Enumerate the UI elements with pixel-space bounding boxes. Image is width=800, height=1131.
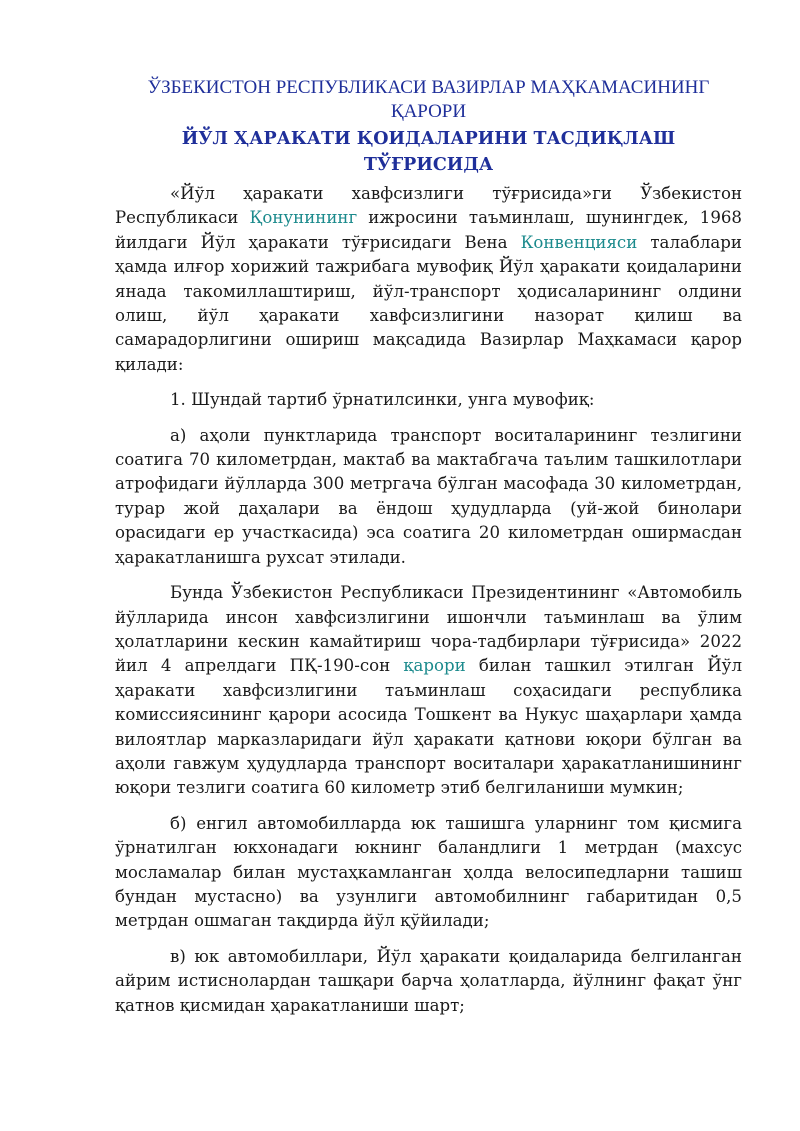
convention-link[interactable]: Конвенцияси — [520, 232, 638, 252]
document-issuer: ЎЗБЕКИСТОН РЕСПУБЛИКАСИ ВАЗИРЛАР МАҲКАМАСИНИНГ — [147, 77, 710, 98]
item-v-paragraph: в) юк автомобиллари, Йўл ҳаракати қоидаларида белгиланган айрим истиснолардан ташқари барча ҳолатларда, йўлнинг фақат ўнг қатнов қисмидан ҳаракатланиши шарт; — [115, 946, 742, 1015]
preamble-text-3: талаблари ҳамда илғор хорижий тажрибага мувофиқ Йўл ҳаракати қоидаларини янада такомиллаштириш, йўл-транспорт ҳодисаларининг олдини олиш, йўл ҳаракати хавфсизлигини назорат қилиш ва самарадорлигини ошириш мақсадида Вазирлар Маҳкамаси қарор қилади: — [115, 232, 742, 374]
item-1-paragraph: 1. Шундай тартиб ўрнатилсинки, унга мувофиқ: — [170, 390, 595, 410]
preamble-text-1: «Йўл ҳаракати хавфсизлиги тўғрисида»ги Ўзбекистон Республикаси — [115, 184, 742, 228]
decree-link[interactable]: қарори — [403, 656, 466, 676]
note-text-2: билан ташкил этилган Йўл ҳаракати хавфсизлигини таъминлаш соҳасидаги республика комиссиясининг қарори асосида Тошкент ва Нукус шаҳарлари ҳамда вилоятлар марказларидаги йўл ҳаракати қатнови юқори бўлган ва аҳоли гавжум ҳудудларда транспорт воситалари ҳаракатланишининг юқори тезлиги соатига 60 километр этиб белгиланиши мумкин; — [115, 656, 742, 798]
preamble-paragraph — [115, 182, 742, 377]
item-a-paragraph: а) аҳоли пунктларида транспорт воситаларининг тезлигини соатига 70 километрдан, мактаб ва мактабгача таълим ташкилотлари атрофидаги йўлларда 300 метргача бўлган масофада 30 километрдан, турар жой даҳалари ва ёндош ҳудудларда (уй-жой бинолари орасидаги ер участкасида) эса соатига 20 километрдан оширмасдан ҳаракатланишга рухсат этилади. — [115, 425, 742, 567]
document-title: ЙЎЛ ҲАРАКАТИ ҚОИДАЛАРИНИ ТАСДИҚЛАШ ТЎҒРИСИДА — [181, 129, 676, 175]
document-page — [115, 76, 742, 1029]
note-text-1: Бунда Ўзбекистон Республикаси Президентининг «Автомобиль йўлларида инсон хавфсизлигини ишончли таъминлаш ва ўлим ҳолатларини кескин камайтириш чора-тадбирлари тўғрисида» 2022 йил 4 апрелдаги ПҚ-190-сон — [115, 583, 742, 676]
item-b-paragraph: б) енгил автомобилларда юк ташишга уларнинг том қисмига ўрнатилган юкхонадаги юкнинг баландлиги 1 метрдан (махсус мосламалар билан мустаҳкамланган ҳолда велосипедларни ташиш бундан мустасно) ва узунлиги автомобилнинг габаритидан 0,5 метрдан ошмаган тақдирда йўл қўйилади; — [115, 813, 742, 931]
note-paragraph — [115, 581, 742, 801]
preamble-text-2: ижросини таъминлаш, шунингдек, 1968 йилдаги Йўл ҳаракати тўғрисидаги Вена — [115, 208, 742, 252]
document-type: ҚАРОРИ — [390, 101, 467, 122]
law-link[interactable]: Қонунининг — [249, 208, 358, 228]
